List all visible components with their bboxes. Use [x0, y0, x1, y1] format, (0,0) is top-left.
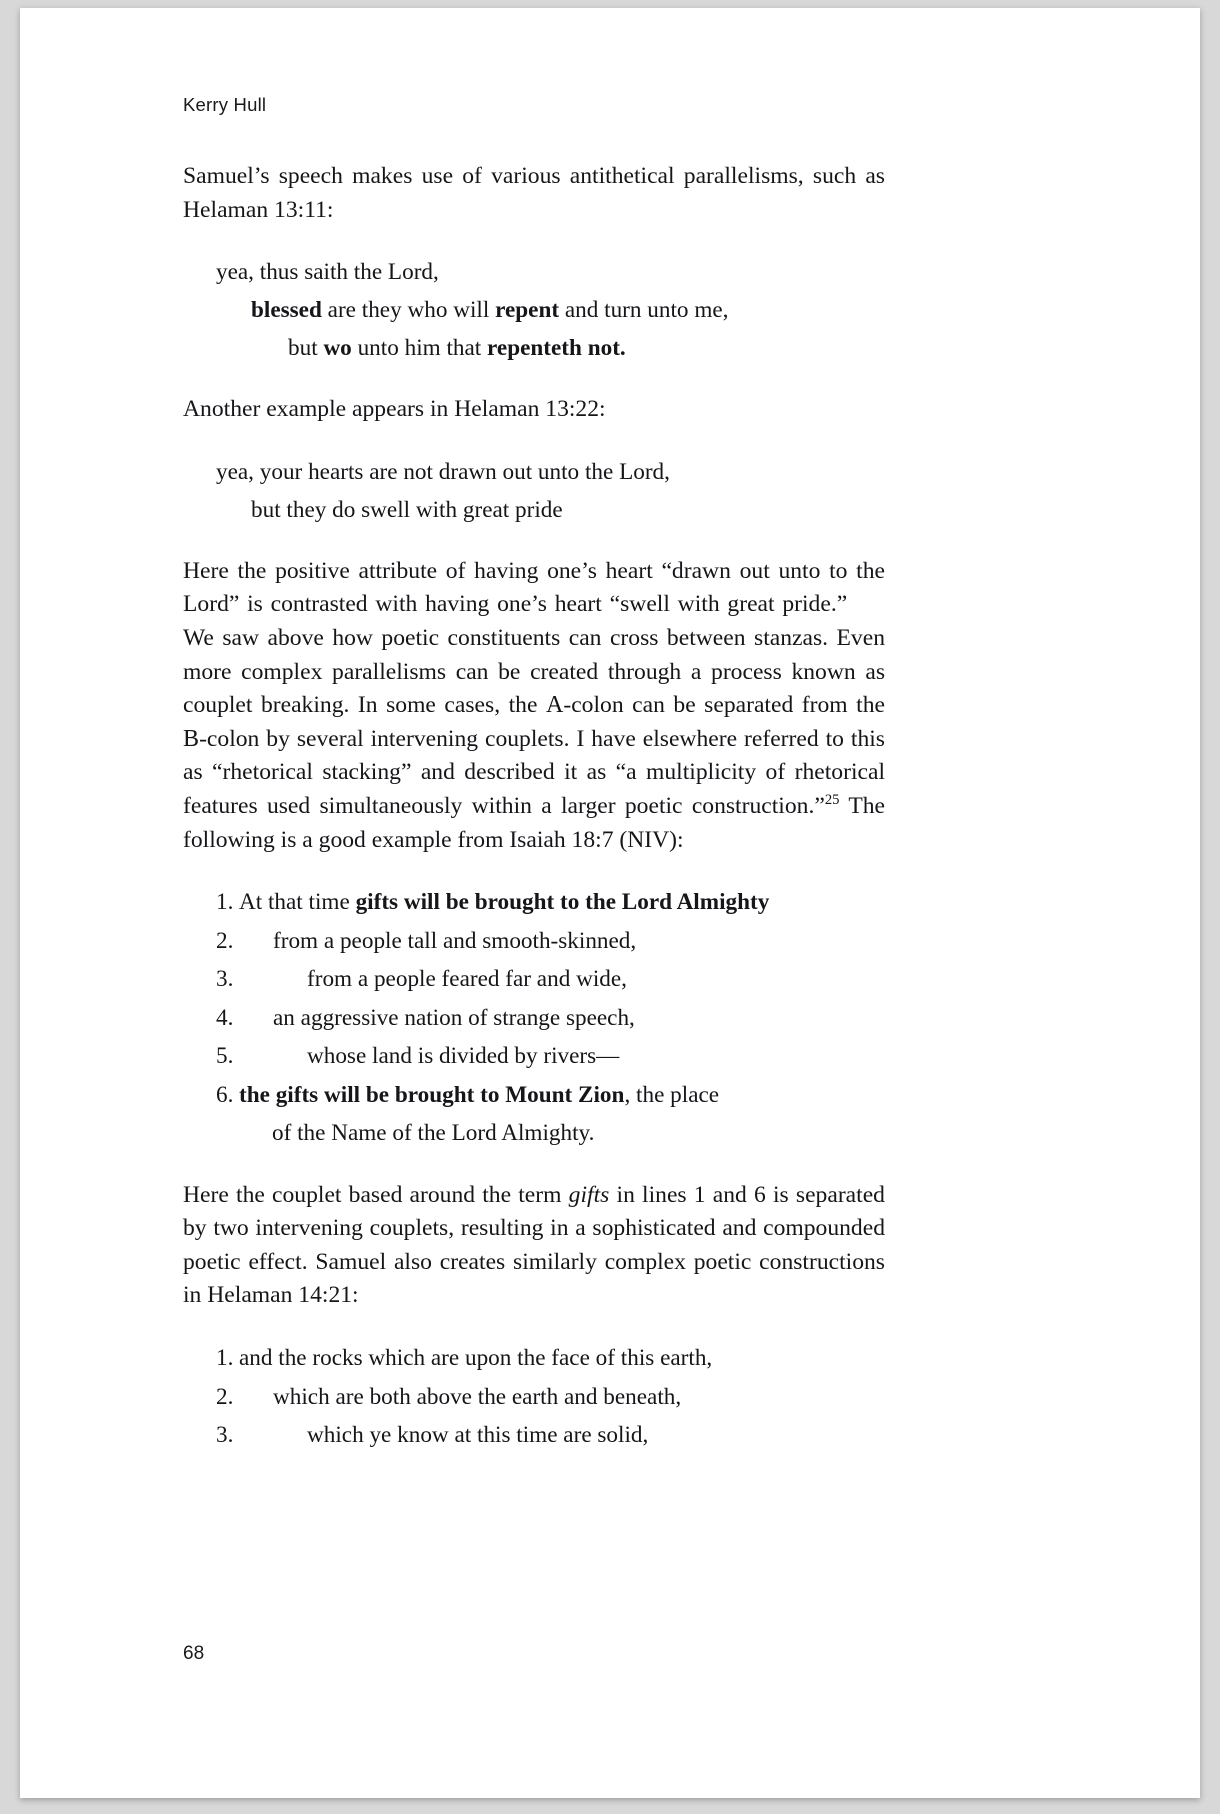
list-item [183, 1378, 885, 1417]
quote-line [183, 491, 885, 529]
list-item-text [239, 1339, 885, 1378]
numbered-list-isaiah-18-7 [183, 883, 885, 1153]
paragraph-analysis [183, 555, 885, 857]
emphasis-bold: gifts will be brought to the Lord Almighty [355, 889, 770, 916]
list-item [183, 1416, 885, 1455]
small-cap-a: A [545, 692, 564, 719]
text-segment: which ye know at this time are solid, [307, 1422, 649, 1448]
text-segment: are they who will [321, 297, 496, 324]
page-content [183, 94, 885, 1455]
text-segment: whose land is divided by rivers— [307, 1043, 620, 1070]
analysis-sentence-2c: -colon by several intervening couplets. I have elsewhere referred to this as “rhetorical stacking” and described it as “a multiplicity of rhetorical features used simultaneously within a larger poetic construction.” [183, 725, 885, 819]
emphasis-bold: the gifts will be brought to Mount Zion [239, 1081, 625, 1108]
list-item [183, 960, 885, 999]
list-item-text [239, 1378, 885, 1417]
list-item-text [239, 883, 885, 922]
list-item [183, 922, 885, 961]
emphasis-bold: repenteth not. [487, 335, 626, 362]
quote-line [183, 253, 885, 291]
quote-line [183, 329, 885, 367]
list-item-number: 6. [216, 1081, 234, 1108]
text-segment: and the rocks which are upon the face of this earth, [239, 1345, 713, 1371]
running-head: Kerry Hull [183, 94, 267, 115]
list-item-number: 3. [216, 966, 234, 993]
list-item-text [239, 1037, 885, 1076]
list-item [183, 1076, 885, 1115]
list-item-number: 2. [216, 927, 234, 954]
text-segment: from a people feared far and wide, [307, 966, 627, 993]
list-item [183, 1037, 885, 1076]
analysis-sentence-2b: -colon can be separated from the [563, 692, 885, 719]
text-segment: , the place [624, 1081, 720, 1108]
list-item-text [239, 999, 885, 1038]
list-item-number: 2. [216, 1383, 234, 1410]
list-item-text [239, 1416, 885, 1455]
couplet-discussion-a: Here the couplet based around the term [183, 1181, 569, 1208]
text-segment: and turn unto me, [559, 297, 729, 324]
list-item-text [239, 1076, 885, 1115]
list-item-number: 4. [216, 1004, 234, 1031]
paragraph-intro: Samuel’s speech makes use of various antithetical parallelisms, such as Helaman 13:11: [183, 163, 885, 223]
paragraph-another-example: Another example appears in Helaman 13:22: [183, 396, 606, 423]
text-segment: which are both above the earth and beneath, [273, 1383, 682, 1410]
quote-block-helaman-13-11 [183, 253, 885, 367]
analysis-sentence-2d: The following is a good example from Isaiah 18:7 (NIV): [183, 792, 885, 853]
couplet-discussion-b: in lines 1 and 6 is separated by two intervening couplets, resulting in a sophisticated and compounded poetic effect. Samuel also creates similarly complex poetic constructions in Helaman 14:21: [183, 1181, 885, 1309]
list-item [183, 1339, 885, 1378]
list-item-number: 1. [216, 1345, 234, 1371]
term-gifts-italic: gifts [568, 1181, 610, 1208]
analysis-sentence-1: Here the positive attribute of having one’s heart “drawn out unto to the Lord” is contrasted with having one’s heart “swell with great pride.” [183, 557, 885, 618]
list-item-number: 3. [216, 1422, 234, 1448]
quote-line [183, 291, 885, 329]
list-item-number: 5. [216, 1043, 234, 1070]
text-segment: At that time [239, 889, 356, 916]
quote-line [183, 453, 885, 491]
text-segment: but they do swell with great pride [251, 496, 563, 523]
book-page [20, 8, 1200, 1798]
list-item [183, 883, 885, 922]
text-segment: unto him that [351, 335, 488, 362]
text-segment: yea, your hearts are not drawn out unto the Lord, [216, 458, 670, 485]
analysis-sentence-2a: We saw above how poetic constituents can cross between stanzas. Even more complex parallelisms can be created through a process known as couplet breaking. In some cases, the [183, 624, 885, 719]
list-item-wrap-line: of the Name of the Lord Almighty. [272, 1120, 595, 1147]
quote-block-helaman-13-22 [183, 453, 885, 529]
emphasis-bold: blessed [251, 297, 322, 324]
footnote-reference-25[interactable]: 25 [824, 792, 840, 809]
text-segment: from a people tall and smooth-skinned, [273, 927, 637, 954]
list-item-text [239, 922, 885, 961]
list-item-number: 1. [216, 889, 234, 916]
emphasis-bold: wo [323, 335, 352, 362]
emphasis-bold: repent [495, 297, 560, 324]
small-cap-b: B [183, 725, 200, 752]
list-item [183, 999, 885, 1038]
text-segment: yea, thus saith the Lord, [216, 259, 439, 286]
numbered-list-helaman-14-21 [183, 1339, 885, 1455]
text-segment: an aggressive nation of strange speech, [273, 1004, 635, 1031]
text-segment: but [288, 335, 324, 362]
paragraph-couplet-discussion [183, 1179, 885, 1313]
page-number: 68 [183, 1643, 205, 1664]
list-item-text [239, 960, 885, 999]
